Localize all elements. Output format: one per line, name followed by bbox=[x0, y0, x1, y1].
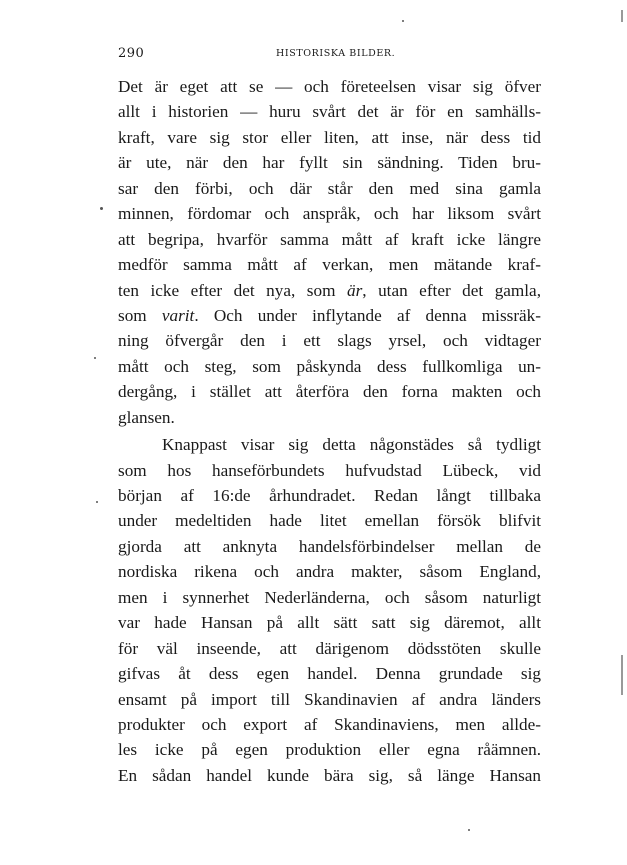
text-line: gjorda att anknyta handelsförbindelser mellan de bbox=[118, 536, 541, 556]
text-line: allt i historien — huru svårt det är för en samhälls- bbox=[118, 102, 541, 122]
italic-word: är bbox=[346, 280, 363, 300]
page-number: 290 bbox=[118, 46, 145, 61]
text-line: att begripa, hvarför samma mått af kraft icke längre bbox=[118, 229, 541, 249]
running-head: HISTORISKA BILDER. bbox=[276, 48, 396, 59]
text-line: mått och steg, som påskynda dess fullkomliga un- bbox=[118, 356, 541, 376]
text-line: för väl inseende, att därigenom dödsstöten skulle bbox=[118, 638, 541, 658]
text-line: produkter och export af Skandinaviens, men allde- bbox=[118, 714, 541, 734]
text-line: sar den förbi, och där står den med sina gamla bbox=[118, 178, 541, 198]
text-line: dergång, i stället att återföra den forna makten och bbox=[118, 382, 541, 402]
body-text bbox=[118, 74, 541, 788]
text-line: början af 16:de århundradet. Redan långt tillbaka bbox=[118, 486, 541, 505]
text-line: som hos hanseförbundets hufvudstad Lübeck, vid bbox=[118, 460, 541, 480]
scan-edge-mark bbox=[621, 655, 623, 695]
text-segment: , utan efter det gamla, bbox=[362, 280, 541, 300]
text-line: En sådan handel kunde bära sig, så länge Hansan bbox=[118, 765, 541, 785]
text-segment: som bbox=[118, 305, 147, 325]
text-line: ensamt på import till Skandinavien af andra länders bbox=[118, 689, 541, 709]
text-line bbox=[118, 278, 541, 303]
scan-edge-mark bbox=[621, 10, 623, 22]
text-line: ning öfvergår den i ett slags yrsel, och vidtager bbox=[118, 331, 541, 351]
page-header bbox=[118, 46, 558, 66]
text-line: nordiska rikena och andra makter, såsom England, bbox=[118, 562, 541, 582]
scan-speck bbox=[402, 20, 404, 22]
text-line: gifvas åt dess egen handel. Denna grundade sig bbox=[118, 664, 541, 684]
scan-speck bbox=[468, 829, 470, 831]
text-line: Det är eget att se — och företeelsen visar sig öfver bbox=[118, 77, 541, 96]
text-line bbox=[118, 303, 541, 328]
text-line: Knappast visar sig detta någonstädes så tydligt bbox=[162, 435, 541, 455]
scan-speck bbox=[100, 207, 103, 210]
text-segment: . Och under inflytande af denna missräk- bbox=[194, 305, 541, 325]
text-line: var hade Hansan på allt sätt satt sig däremot, allt bbox=[118, 613, 541, 633]
italic-word: varit bbox=[161, 305, 195, 325]
text-line: minnen, fördomar och anspråk, och har liksom svårt bbox=[118, 204, 541, 224]
scan-speck bbox=[94, 357, 96, 359]
text-line: under medeltiden hade litet emellan försök blifvit bbox=[118, 511, 541, 531]
text-line: glansen. bbox=[118, 407, 175, 427]
text-line: kraft, vare sig stor eller liten, att inse, när dess tid bbox=[118, 127, 541, 147]
text-line: men i synnerhet Nederländerna, och såsom naturligt bbox=[118, 587, 541, 607]
text-line: är ute, när den har fyllt sin sändning. Tiden bru- bbox=[118, 153, 541, 173]
text-segment: ten icke efter det nya, som bbox=[118, 280, 336, 300]
scan-speck bbox=[96, 501, 98, 503]
text-line: medför samma mått af verkan, men mätande kraf- bbox=[118, 255, 541, 275]
text-line: les icke på egen produktion eller egna råämnen. bbox=[118, 740, 541, 760]
